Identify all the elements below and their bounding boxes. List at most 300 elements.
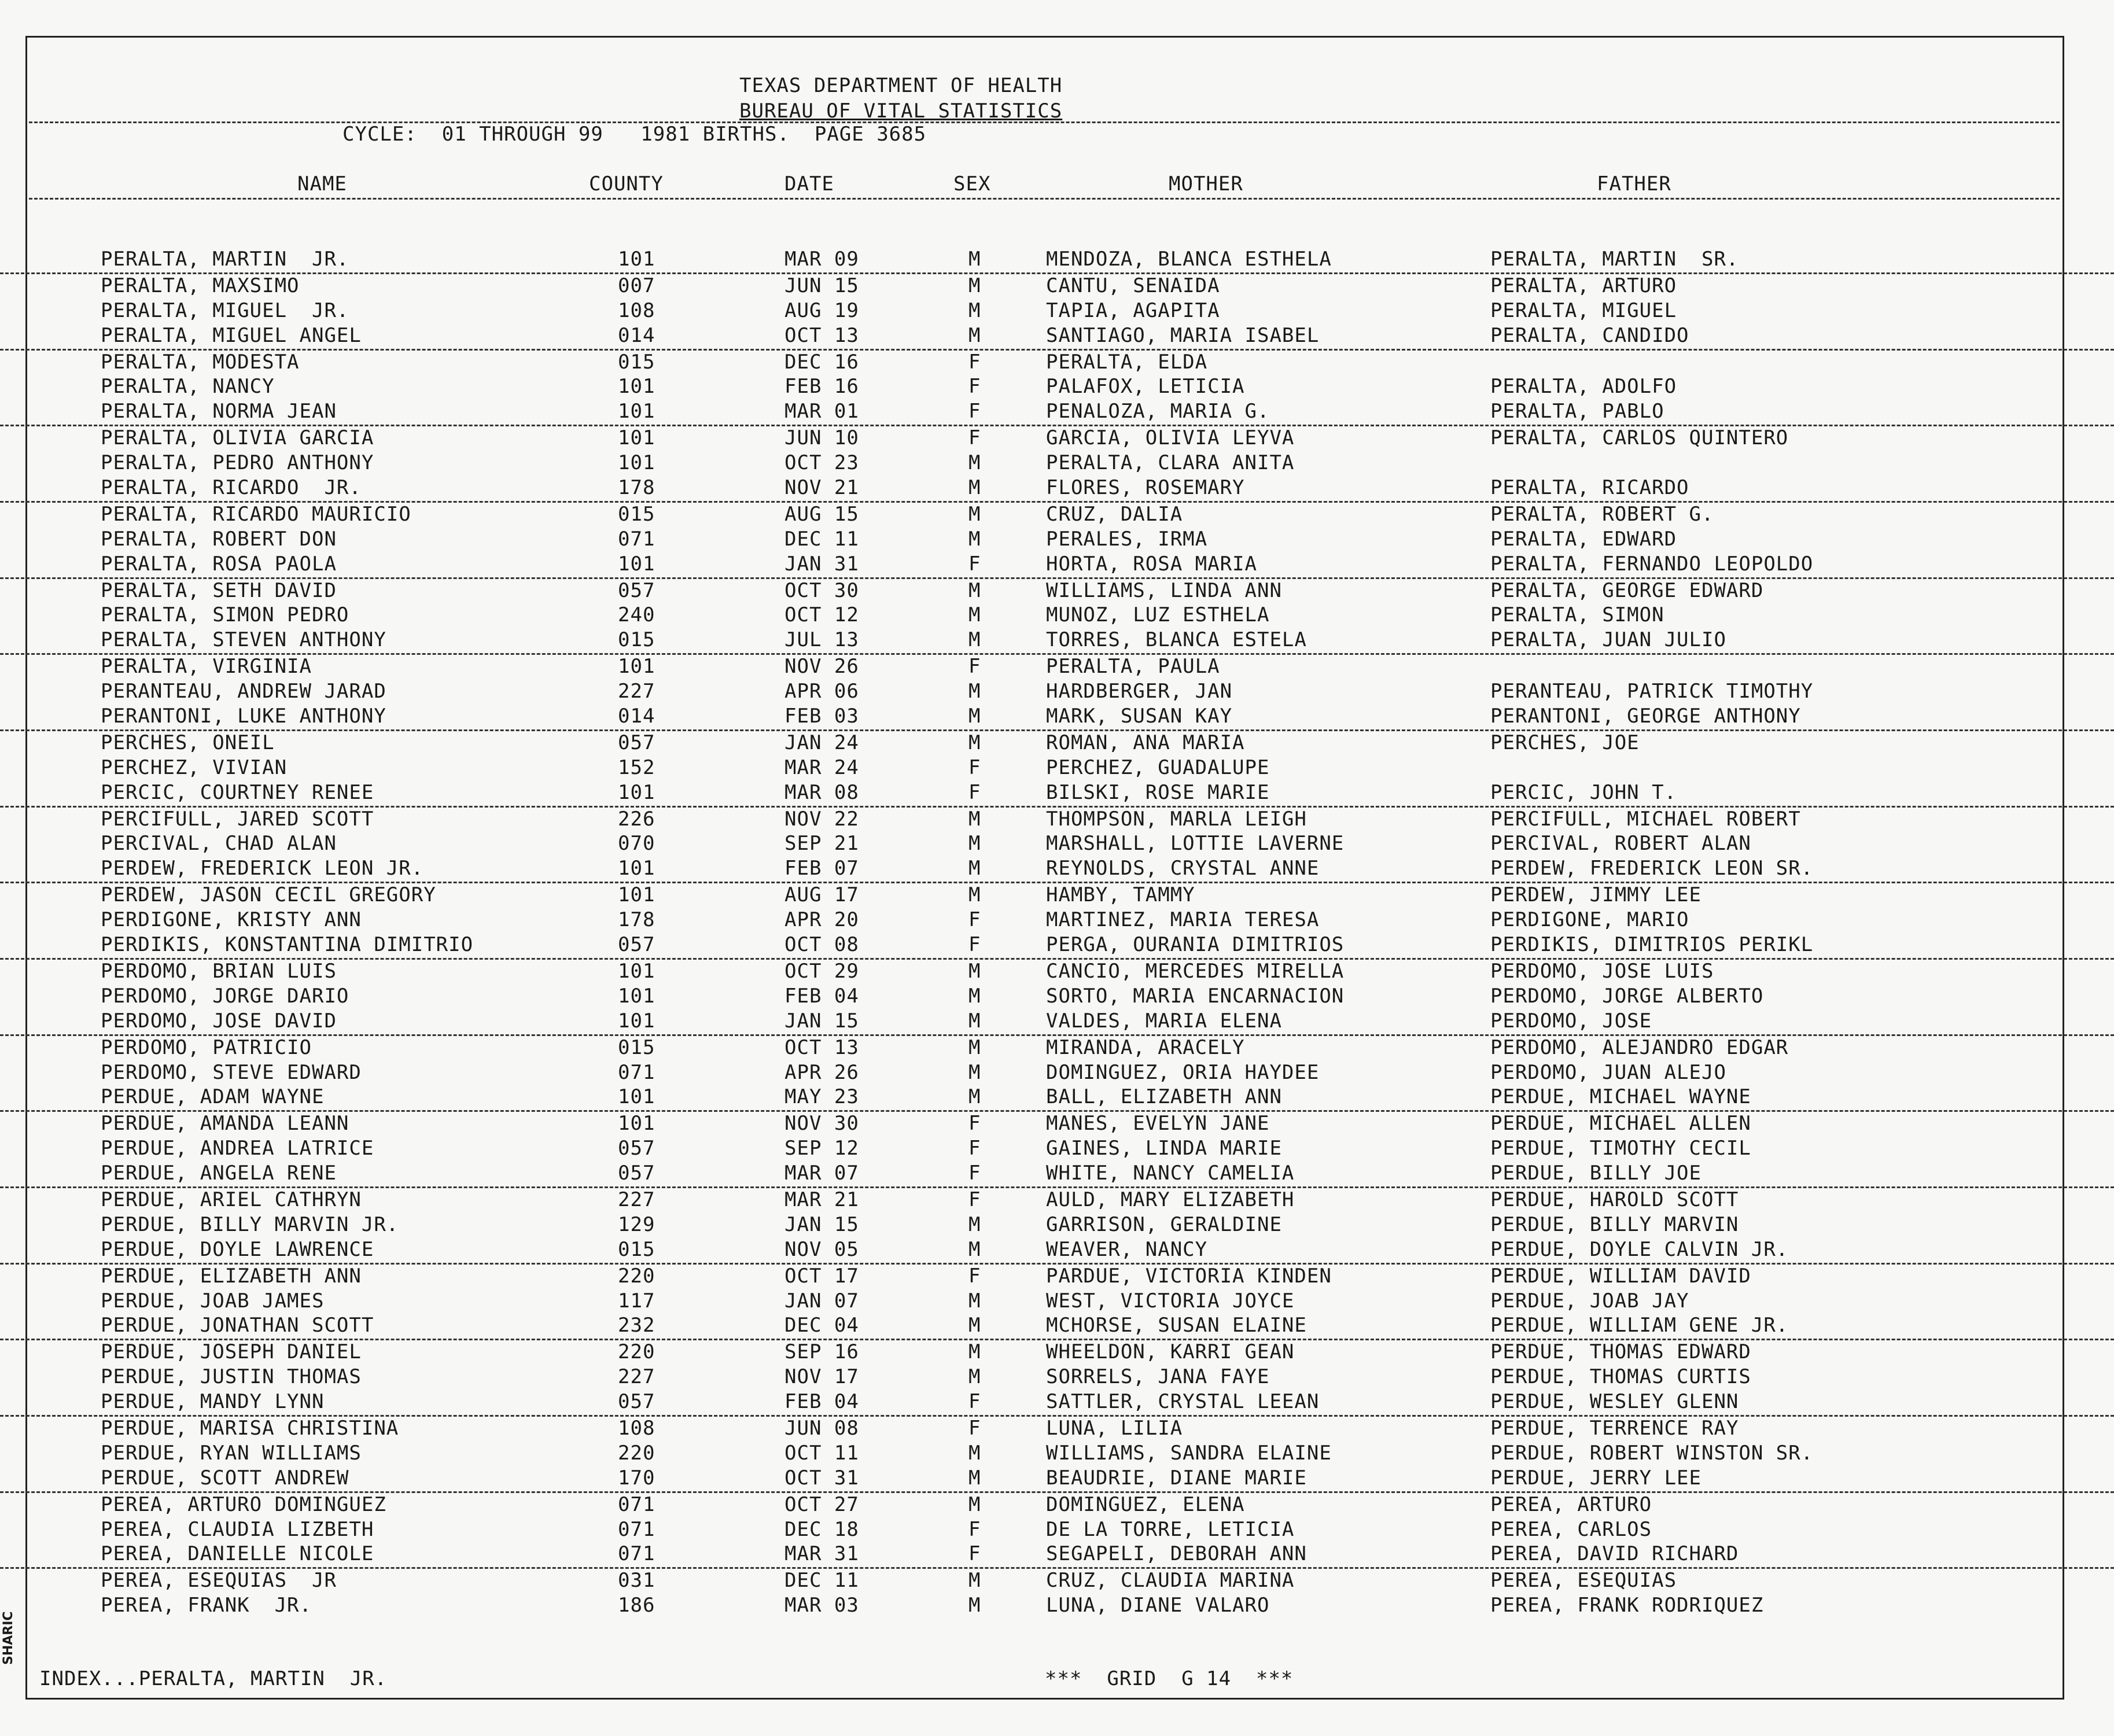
record-father: PERCIC, JOHN T. <box>1490 780 1677 804</box>
record-mother: MARSHALL, LOTTIE LAVERNE <box>1046 832 1345 856</box>
record-name: PERDOMO, BRIAN LUIS <box>101 959 337 983</box>
record-father: PERDUE, BILLY JOE <box>1490 1162 1701 1185</box>
record-name: PERCHEZ, VIVIAN <box>101 755 288 779</box>
record-name: PERDIGONE, KRISTY ANN <box>101 908 362 932</box>
record-father: PERALTA, GEORGE EDWARD <box>1490 578 1764 602</box>
record-date: JAN 15 <box>785 1009 859 1033</box>
record-name: PERALTA, PEDRO ANTHONY <box>101 451 374 475</box>
record-mother: SORRELS, JANA FAYE <box>1046 1365 1270 1389</box>
record-mother: HARDBERGER, JAN <box>1046 680 1233 703</box>
record-name: PERALTA, MIGUEL ANGEL <box>101 323 362 347</box>
record-county: 101 <box>618 1085 655 1109</box>
record-sex: M <box>968 451 981 475</box>
record-name: PERALTA, MARTIN JR. <box>101 248 349 271</box>
record-row <box>0 908 2114 933</box>
record-name: PERDUE, SCOTT ANDREW <box>101 1466 349 1490</box>
record-date: SEP 16 <box>785 1340 859 1364</box>
record-sex: M <box>968 1314 981 1337</box>
cycle-line: CYCLE: 01 THROUGH 99 1981 BIRTHS. PAGE 3685 <box>342 123 927 146</box>
record-county: 129 <box>618 1212 655 1236</box>
record-row <box>0 1085 2114 1112</box>
birth-records-list <box>0 248 2114 1619</box>
record-mother: WHITE, NANCY CAMELIA <box>1046 1162 1295 1185</box>
record-row <box>0 351 2114 375</box>
record-mother: FLORES, ROSEMARY <box>1046 476 1245 500</box>
record-sex: F <box>968 1542 981 1566</box>
record-date: JUL 13 <box>785 628 859 652</box>
record-name: PERALTA, NORMA JEAN <box>101 400 337 423</box>
record-father: PERALTA, FERNANDO LEOPOLDO <box>1490 552 1814 576</box>
record-county: 227 <box>618 1365 655 1389</box>
record-county: 057 <box>618 1162 655 1185</box>
record-date: NOV 05 <box>785 1237 859 1261</box>
record-row <box>0 1289 2114 1314</box>
record-date: OCT 11 <box>785 1441 859 1465</box>
record-date: SEP 21 <box>785 832 859 856</box>
record-county: 117 <box>618 1289 655 1313</box>
record-mother: CANCIO, MERCEDES MIRELLA <box>1046 959 1345 983</box>
record-date: NOV 26 <box>785 655 859 679</box>
record-row <box>0 857 2114 883</box>
record-name: PERALTA, STEVEN ANTHONY <box>101 628 386 652</box>
record-row <box>0 705 2114 731</box>
record-father: PERDOMO, JOSE <box>1490 1009 1652 1033</box>
record-county: 057 <box>618 578 655 602</box>
record-mother: MENDOZA, BLANCA ESTHELA <box>1046 248 1332 271</box>
col-name-header: NAME <box>297 172 347 196</box>
record-sex: M <box>968 274 981 297</box>
record-county: 014 <box>618 705 655 728</box>
record-sex: M <box>968 1594 981 1617</box>
record-name: PERANTONI, LUKE ANTHONY <box>101 705 386 728</box>
record-county: 101 <box>618 1009 655 1033</box>
record-county: 220 <box>618 1340 655 1364</box>
record-row <box>0 1036 2114 1061</box>
record-row <box>0 299 2114 324</box>
record-row <box>0 1493 2114 1518</box>
col-mother-header: MOTHER <box>1169 172 1243 196</box>
record-sex: M <box>968 1035 981 1059</box>
record-mother: PERCHEZ, GUADALUPE <box>1046 755 1270 779</box>
record-mother: WILLIAMS, SANDRA ELAINE <box>1046 1441 1332 1465</box>
record-row <box>0 375 2114 400</box>
record-mother: THOMPSON, MARLA LEIGH <box>1046 807 1307 831</box>
record-name: PERALTA, OLIVIA GARCIA <box>101 426 374 450</box>
record-date: MAR 31 <box>785 1542 859 1566</box>
record-county: 071 <box>618 1060 655 1084</box>
record-sex: F <box>968 755 981 779</box>
record-county: 101 <box>618 375 655 399</box>
record-date: JAN 07 <box>785 1289 859 1313</box>
record-date: OCT 13 <box>785 1035 859 1059</box>
record-date: NOV 22 <box>785 807 859 831</box>
record-row <box>0 1442 2114 1466</box>
record-county: 015 <box>618 350 655 374</box>
record-name: PERDUE, ARIEL CATHRYN <box>101 1188 362 1211</box>
record-county: 101 <box>618 426 655 450</box>
record-date: JUN 08 <box>785 1416 859 1440</box>
record-father: PERDUE, JOAB JAY <box>1490 1289 1689 1313</box>
record-date: JAN 24 <box>785 731 859 754</box>
record-mother: PERALTA, PAULA <box>1046 655 1220 679</box>
record-father: PEREA, CARLOS <box>1490 1517 1652 1541</box>
record-mother: HORTA, ROSA MARIA <box>1046 552 1257 576</box>
record-name: PERALTA, ROBERT DON <box>101 527 337 551</box>
record-name: PEREA, FRANK JR. <box>101 1594 312 1617</box>
record-mother: DOMINGUEZ, ORIA HAYDEE <box>1046 1060 1320 1084</box>
record-county: 101 <box>618 780 655 804</box>
record-mother: TAPIA, AGAPITA <box>1046 298 1220 322</box>
record-father: PERDEW, JIMMY LEE <box>1490 883 1701 907</box>
record-mother: DE LA TORRE, LETICIA <box>1046 1517 1295 1541</box>
record-sex: M <box>968 883 981 907</box>
record-mother: WEST, VICTORIA JOYCE <box>1046 1289 1295 1313</box>
record-name: PERALTA, SIMON PEDRO <box>101 603 349 627</box>
record-father: PERDUE, MICHAEL WAYNE <box>1490 1085 1751 1109</box>
record-father: PEREA, ESEQUIAS <box>1490 1569 1677 1593</box>
record-father: PERDUE, DOYLE CALVIN JR. <box>1490 1237 1789 1261</box>
record-mother: PERALTA, ELDA <box>1046 350 1208 374</box>
record-mother: MANES, EVELYN JANE <box>1046 1112 1270 1136</box>
record-row <box>0 1340 2114 1365</box>
record-father: PERALTA, CANDIDO <box>1490 323 1689 347</box>
record-county: 070 <box>618 832 655 856</box>
record-mother: GARCIA, OLIVIA LEYVA <box>1046 426 1295 450</box>
record-county: 170 <box>618 1466 655 1490</box>
record-county: 071 <box>618 1492 655 1516</box>
record-sex: F <box>968 933 981 957</box>
record-row <box>0 274 2114 299</box>
record-row <box>0 503 2114 528</box>
record-name: PERDUE, ANDREA LATRICE <box>101 1137 374 1160</box>
record-father: PERDUE, MICHAEL ALLEN <box>1490 1112 1751 1136</box>
record-date: FEB 16 <box>785 375 859 399</box>
record-sex: M <box>968 628 981 652</box>
record-date: JUN 15 <box>785 274 859 297</box>
record-mother: PERALES, IRMA <box>1046 527 1208 551</box>
record-name: PERDUE, JOSEPH DANIEL <box>101 1340 362 1364</box>
record-mother: ROMAN, ANA MARIA <box>1046 731 1245 754</box>
record-name: PERALTA, ROSA PAOLA <box>101 552 337 576</box>
record-mother: GARRISON, GERALDINE <box>1046 1212 1282 1236</box>
record-date: JAN 15 <box>785 1212 859 1236</box>
record-mother: HAMBY, TAMMY <box>1046 883 1195 907</box>
record-father: PERANTEAU, PATRICK TIMOTHY <box>1490 680 1814 703</box>
header-divider <box>29 121 2060 123</box>
record-father: PERDIKIS, DIMITRIOS PERIKL <box>1490 933 1814 957</box>
record-date: MAR 24 <box>785 755 859 779</box>
record-mother: CRUZ, CLAUDIA MARINA <box>1046 1569 1295 1593</box>
record-date: DEC 11 <box>785 1569 859 1593</box>
record-county: 152 <box>618 755 655 779</box>
record-sex: M <box>968 603 981 627</box>
record-county: 015 <box>618 502 655 526</box>
record-father: PERALTA, EDWARD <box>1490 527 1677 551</box>
record-sex: M <box>968 1009 981 1033</box>
grid-reference: *** GRID G 14 *** <box>1045 1667 1294 1690</box>
record-mother: PALAFOX, LETICIA <box>1046 375 1245 399</box>
record-row <box>0 1265 2114 1289</box>
record-row <box>0 248 2114 274</box>
record-mother: CANTU, SENAIDA <box>1046 274 1220 297</box>
record-date: FEB 03 <box>785 705 859 728</box>
record-row <box>0 680 2114 705</box>
record-sex: M <box>968 857 981 880</box>
col-county-header: COUNTY <box>589 172 664 196</box>
record-sex: M <box>968 1365 981 1389</box>
record-mother: LUNA, LILIA <box>1046 1416 1183 1440</box>
record-county: 178 <box>618 476 655 500</box>
record-county: 101 <box>618 400 655 423</box>
record-sex: M <box>968 680 981 703</box>
record-name: PERDUE, ELIZABETH ANN <box>101 1264 362 1288</box>
record-row <box>0 1569 2114 1594</box>
record-date: DEC 04 <box>785 1314 859 1337</box>
record-county: 057 <box>618 1390 655 1414</box>
record-county: 071 <box>618 527 655 551</box>
record-row <box>0 1594 2114 1619</box>
record-father: PERDUE, THOMAS EDWARD <box>1490 1340 1751 1364</box>
record-mother: MARTINEZ, MARIA TERESA <box>1046 908 1320 932</box>
record-father: PERALTA, ARTURO <box>1490 274 1677 297</box>
record-row <box>0 985 2114 1009</box>
record-sex: F <box>968 655 981 679</box>
record-county: 101 <box>618 959 655 983</box>
record-name: PERALTA, SETH DAVID <box>101 578 337 602</box>
record-mother: SEGAPELI, DEBORAH ANN <box>1046 1542 1307 1566</box>
record-date: JUN 10 <box>785 426 859 450</box>
record-mother: VALDES, MARIA ELENA <box>1046 1009 1282 1033</box>
record-date: MAR 09 <box>785 248 859 271</box>
record-row <box>0 933 2114 960</box>
record-row <box>0 655 2114 680</box>
record-sex: F <box>968 1112 981 1136</box>
record-row <box>0 731 2114 756</box>
record-date: APR 26 <box>785 1060 859 1084</box>
record-father: PEREA, DAVID RICHARD <box>1490 1542 1739 1566</box>
record-father: PERALTA, ADOLFO <box>1490 375 1677 399</box>
record-county: 101 <box>618 248 655 271</box>
record-mother: BALL, ELIZABETH ANN <box>1046 1085 1282 1109</box>
record-father: PERALTA, CARLOS QUINTERO <box>1490 426 1789 450</box>
record-date: NOV 17 <box>785 1365 859 1389</box>
record-row <box>0 528 2114 552</box>
index-line: INDEX...PERALTA, MARTIN JR. <box>39 1667 388 1690</box>
record-name: PERCIC, COURTNEY RENEE <box>101 780 374 804</box>
record-mother: CRUZ, DALIA <box>1046 502 1183 526</box>
record-mother: LUNA, DIANE VALARO <box>1046 1594 1270 1617</box>
record-date: MAR 07 <box>785 1162 859 1185</box>
record-name: PERDUE, ANGELA RENE <box>101 1162 337 1185</box>
record-county: 220 <box>618 1264 655 1288</box>
record-county: 227 <box>618 1188 655 1211</box>
record-row <box>0 1061 2114 1086</box>
record-row <box>0 756 2114 781</box>
record-name: PERDEW, FREDERICK LEON JR. <box>101 857 424 880</box>
record-father: PERDIGONE, MARIO <box>1490 908 1689 932</box>
record-name: PERALTA, MIGUEL JR. <box>101 298 349 322</box>
record-father: PEREA, ARTURO <box>1490 1492 1652 1516</box>
record-row <box>0 1542 2114 1569</box>
record-name: PEREA, ARTURO DOMINGUEZ <box>101 1492 386 1516</box>
record-row <box>0 1162 2114 1188</box>
record-sex: M <box>968 1237 981 1261</box>
record-mother: WHEELDON, KARRI GEAN <box>1046 1340 1295 1364</box>
record-date: OCT 17 <box>785 1264 859 1288</box>
record-county: 232 <box>618 1314 655 1337</box>
record-mother: PERGA, OURANIA DIMITRIOS <box>1046 933 1345 957</box>
record-sex: M <box>968 476 981 500</box>
record-sex: F <box>968 1162 981 1185</box>
record-date: NOV 30 <box>785 1112 859 1136</box>
record-father: PERALTA, PABLO <box>1490 400 1664 423</box>
record-date: FEB 04 <box>785 1390 859 1414</box>
record-date: AUG 19 <box>785 298 859 322</box>
record-sex: F <box>968 426 981 450</box>
record-mother: WEAVER, NANCY <box>1046 1237 1208 1261</box>
record-county: 226 <box>618 807 655 831</box>
record-sex: F <box>968 1390 981 1414</box>
record-row <box>0 1137 2114 1162</box>
record-county: 101 <box>618 857 655 880</box>
record-row <box>0 579 2114 604</box>
record-row <box>0 1417 2114 1442</box>
record-sex: M <box>968 1085 981 1109</box>
record-father: PERDUE, THOMAS CURTIS <box>1490 1365 1751 1389</box>
record-father: PERALTA, SIMON <box>1490 603 1664 627</box>
record-county: 015 <box>618 628 655 652</box>
record-name: PERDUE, RYAN WILLIAMS <box>101 1441 362 1465</box>
record-father: PERDOMO, JUAN ALEJO <box>1490 1060 1726 1084</box>
record-row <box>0 1314 2114 1340</box>
record-sex: F <box>968 1264 981 1288</box>
record-row <box>0 1518 2114 1543</box>
record-row <box>0 808 2114 832</box>
record-date: NOV 21 <box>785 476 859 500</box>
record-county: 101 <box>618 883 655 907</box>
record-mother: PERALTA, CLARA ANITA <box>1046 451 1295 475</box>
record-date: OCT 30 <box>785 578 859 602</box>
record-sex: M <box>968 807 981 831</box>
record-row <box>0 1365 2114 1390</box>
record-row <box>0 883 2114 908</box>
record-county: 057 <box>618 933 655 957</box>
record-sex: M <box>968 731 981 754</box>
record-date: MAY 23 <box>785 1085 859 1109</box>
record-mother: PARDUE, VICTORIA KINDEN <box>1046 1264 1332 1288</box>
record-father: PERCHES, JOE <box>1490 731 1640 754</box>
record-sex: M <box>968 1569 981 1593</box>
record-county: 101 <box>618 984 655 1008</box>
record-row <box>0 628 2114 655</box>
record-name: PERDIKIS, KONSTANTINA DIMITRIO <box>101 933 474 957</box>
record-name: PERDUE, MANDY LYNN <box>101 1390 325 1414</box>
column-header-divider <box>29 198 2060 200</box>
record-row <box>0 476 2114 503</box>
record-mother: REYNOLDS, CRYSTAL ANNE <box>1046 857 1320 880</box>
record-sex: M <box>968 298 981 322</box>
record-sex: M <box>968 502 981 526</box>
record-father: PERCIVAL, ROBERT ALAN <box>1490 832 1751 856</box>
record-county: 015 <box>618 1237 655 1261</box>
record-date: OCT 12 <box>785 603 859 627</box>
record-mother: MUNOZ, LUZ ESTHELA <box>1046 603 1270 627</box>
record-county: 240 <box>618 603 655 627</box>
record-sex: M <box>968 1289 981 1313</box>
record-county: 220 <box>618 1441 655 1465</box>
record-sex: M <box>968 705 981 728</box>
record-date: FEB 07 <box>785 857 859 880</box>
record-row <box>0 781 2114 808</box>
record-mother: SANTIAGO, MARIA ISABEL <box>1046 323 1320 347</box>
record-name: PERDUE, JUSTIN THOMAS <box>101 1365 362 1389</box>
record-mother: MIRANDA, ARACELY <box>1046 1035 1245 1059</box>
record-name: PERDUE, AMANDA LEANN <box>101 1112 349 1136</box>
record-sex: M <box>968 1492 981 1516</box>
record-sex: M <box>968 323 981 347</box>
record-row <box>0 426 2114 451</box>
record-date: OCT 27 <box>785 1492 859 1516</box>
record-father: PERDUE, TIMOTHY CECIL <box>1490 1137 1751 1160</box>
record-sex: F <box>968 375 981 399</box>
record-name: PERDOMO, JOSE DAVID <box>101 1009 337 1033</box>
record-father: PERANTONI, GEORGE ANTHONY <box>1490 705 1801 728</box>
record-county: 178 <box>618 908 655 932</box>
record-county: 014 <box>618 323 655 347</box>
record-county: 007 <box>618 274 655 297</box>
record-county: 071 <box>618 1542 655 1566</box>
record-father: PERDUE, WILLIAM DAVID <box>1490 1264 1751 1288</box>
record-county: 227 <box>618 680 655 703</box>
record-county: 101 <box>618 552 655 576</box>
col-sex-header: SEX <box>953 172 991 196</box>
record-row <box>0 603 2114 628</box>
record-sex: F <box>968 780 981 804</box>
record-row <box>0 552 2114 579</box>
record-date: JAN 31 <box>785 552 859 576</box>
col-date-header: DATE <box>785 172 834 196</box>
record-date: DEC 11 <box>785 527 859 551</box>
record-father: PERDUE, WESLEY GLENN <box>1490 1390 1739 1414</box>
record-date: OCT 08 <box>785 933 859 957</box>
record-row <box>0 1112 2114 1137</box>
record-father: PERDUE, JERRY LEE <box>1490 1466 1701 1490</box>
record-name: PERANTEAU, ANDREW JARAD <box>101 680 386 703</box>
record-mother: TORRES, BLANCA ESTELA <box>1046 628 1307 652</box>
record-father: PERDUE, ROBERT WINSTON SR. <box>1490 1441 1814 1465</box>
record-row <box>0 324 2114 351</box>
record-name: PERDOMO, STEVE EDWARD <box>101 1060 362 1084</box>
record-date: FEB 04 <box>785 984 859 1008</box>
record-sex: M <box>968 832 981 856</box>
record-father: PERDUE, WILLIAM GENE JR. <box>1490 1314 1789 1337</box>
record-father: PERALTA, ROBERT G. <box>1490 502 1714 526</box>
record-date: MAR 08 <box>785 780 859 804</box>
record-county: 101 <box>618 1112 655 1136</box>
record-date: OCT 31 <box>785 1466 859 1490</box>
record-sex: F <box>968 350 981 374</box>
side-mark: SHARIC <box>1 1611 16 1665</box>
record-sex: F <box>968 1188 981 1211</box>
record-sex: M <box>968 959 981 983</box>
record-name: PERCIVAL, CHAD ALAN <box>101 832 337 856</box>
record-sex: M <box>968 578 981 602</box>
record-date: APR 06 <box>785 680 859 703</box>
record-date: MAR 21 <box>785 1188 859 1211</box>
record-sex: M <box>968 1441 981 1465</box>
record-date: DEC 18 <box>785 1517 859 1541</box>
record-sex: F <box>968 1416 981 1440</box>
